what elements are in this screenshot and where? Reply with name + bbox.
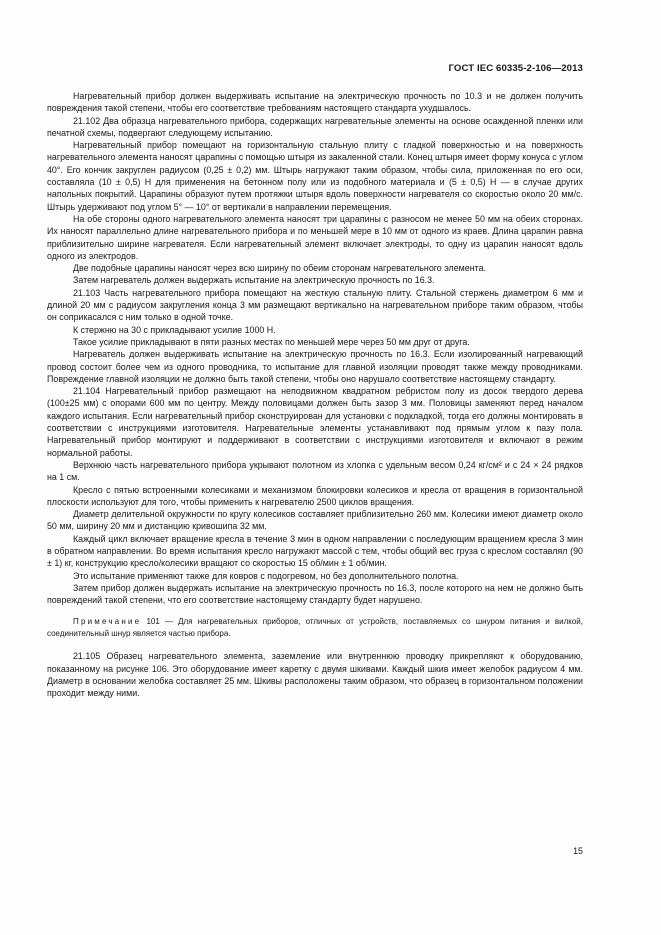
- paragraph: Такое усилие прикладывают в пяти разных местах по меньшей мере через 50 мм друг от друга.: [73, 336, 470, 347]
- paragraph: На обе стороны одного нагревательного элемента наносят три царапины с разносом не менее 50 мм на обеих сторонах. Их наносят параллельно длине нагревательного прибора и по меньшей мере в 10 мм от одного из краев. Длина царапин равна приблизительно ширине нагревателя. Если нагревательный элемент включает электроды, то одну из царапин наносят вдоль одного из электродов.: [47, 213, 583, 261]
- paragraph: 21.103 Часть нагревательного прибора помещают на жесткую стальную плиту. Стальной стержень диаметром 6 мм и длиной 20 мм с радиусом закругления конца 3 мм размещают вертикально на нагревательном приборе таким образом, чтобы он соприкасался с ним только в одной точке.: [47, 287, 583, 323]
- paragraph: Нагревательный прибор помещают на горизонтальную стальную плиту с гладкой поверхностью и на поверхность нагревательного элемента наносят царапины с помощью штыря из закаленной стали. Конец штыря имеет форму конуса с углом 40°. Его кончик закруглен радиусом (0,25 ± 0,2) мм. Штырь нагружают таким образом, чтобы сила, приложенная по его оси, составляла (10 ± 0,5) Н для применения на бетонном полу или из подобного материала и (5 ± 0,5) Н — в случае других напольных покрытий. Царапины образуют путем протяжки штыря вдоль поверхности нагревателя со скоростью около 20 мм/с. Штырь удерживают под углом 5° — 10° от вертикали в направлении перемещения.: [47, 140, 583, 212]
- paragraph: Затем нагреватель должен выдержать испытание на электрическую прочность по 16.3.: [73, 275, 435, 286]
- paragraph: 21.102 Два образца нагревательного прибора, содержащих нагревательные элементы на основе осажденной пленки или печатной схемы, подвергают следующему испытанию.: [47, 115, 583, 138]
- note: [47, 616, 583, 640]
- paragraph: Кресло с пятью встроенными колесиками и механизмом блокировки колесиков и кресла от вращения в горизонтальной плоскости используют для того, чтобы применить к нагревателю 2500 циклов вращения.: [47, 484, 583, 507]
- paragraph: Каждый цикл включает вращение кресла в течение 3 мин в одном направлении с последующим вращением кресла 3 мин в обратном направлении. Во время испытания кресло нагружают массой с тем, чтобы общий вес груза с креслом составлял (90 ± 1) кг, конструкцию кресло/колесики вращают со скоростью 15 об/мин ± 1 об/мин.: [47, 533, 583, 569]
- paragraph: 21.105 Образец нагревательного элемента, заземление или внутреннюю проводку прикрепляют к оборудованию, показанному на рисунке 106. Это оборудование имеет каретку с двумя шкивами. Каждый шкив имеет желобок радиусом 4 мм. Диаметр в основании желобка составляет 25 мм. Шкивы расположены таким образом, что образец в горизонтальном положении проходит между ними.: [47, 651, 583, 699]
- paragraph: Верхнюю часть нагревательного прибора укрывают полотном из хлопка с удельным весом 0,24 кг/см² и с 24 × 24 рядков на 1 см.: [47, 459, 583, 483]
- note-text: 101 — Для нагревательных приборов, отличных от устройств, поставляемых со шнуром питания и вилкой, соединительный шнур является частью прибора.: [47, 617, 583, 639]
- paragraph: Нагревательный прибор должен выдерживать испытание на электрическую прочность по 10.3 и не должен получить повреждения такой степени, чтобы его соответствие требованиям настоящего стандарта ухудшалось.: [47, 91, 583, 114]
- page-number: 15: [573, 846, 583, 856]
- paragraph: Это испытание применяют также для ковров с подогревом, но без дополнительного полотна.: [73, 570, 459, 581]
- paragraph: Диаметр делительной окружности по кругу колесиков составляет приблизительно 260 мм. Колесики имеют диаметр около 50 мм, ширину 20 мм и дистанцию кривошипа 32 мм.: [47, 509, 583, 532]
- paragraph: 21.104 Нагревательный прибор размещают на неподвижном квадратном ребристом полу из досок твердого дерева (100±25 мм) с опорами 600 мм по центру. Между половицами должен быть зазор 3 мм. Половицы заменяют перед началом каждого испытания. Если нагревательный прибор сконструирован для установки с подкладкой, тогда его должны монтировать в соответствии с инструкциями изготовителя. Нагревательные элементы устанавливают под прямым углом к пазу пола. Нагревательный прибор монтируют и поддерживают в соответствии с инструкциями изготовителя и включают в режим нормальной работы.: [47, 386, 583, 458]
- document-body: [47, 90, 583, 700]
- paragraph: Нагреватель должен выдерживать испытание на электрическую прочность по 16.3. Если изолированный нагревающий провод состоит более чем из одного проводника, то испытание для главной изоляции проводят также между проводниками. Повреждение главной изоляции не должно быть такой степени, чтобы оно нарушало соответствие настоящему стандарту.: [47, 349, 583, 384]
- paragraph: Две подобные царапины наносят через всю ширину по обеим сторонам нагревательного элемента.: [73, 263, 486, 274]
- standard-code-header: ГОСТ IEC 60335-2-106—2013: [448, 63, 583, 74]
- paragraph: К стержню на 30 с прикладывают усилие 1000 Н.: [73, 324, 276, 335]
- note-label: Примечание: [73, 617, 142, 627]
- paragraph: Затем прибор должен выдержать испытание на электрическую прочность по 16.3, после которого на нем не должно быть повреждений такой степени, что его соответствие настоящему стандарту будет нарушено.: [47, 582, 583, 606]
